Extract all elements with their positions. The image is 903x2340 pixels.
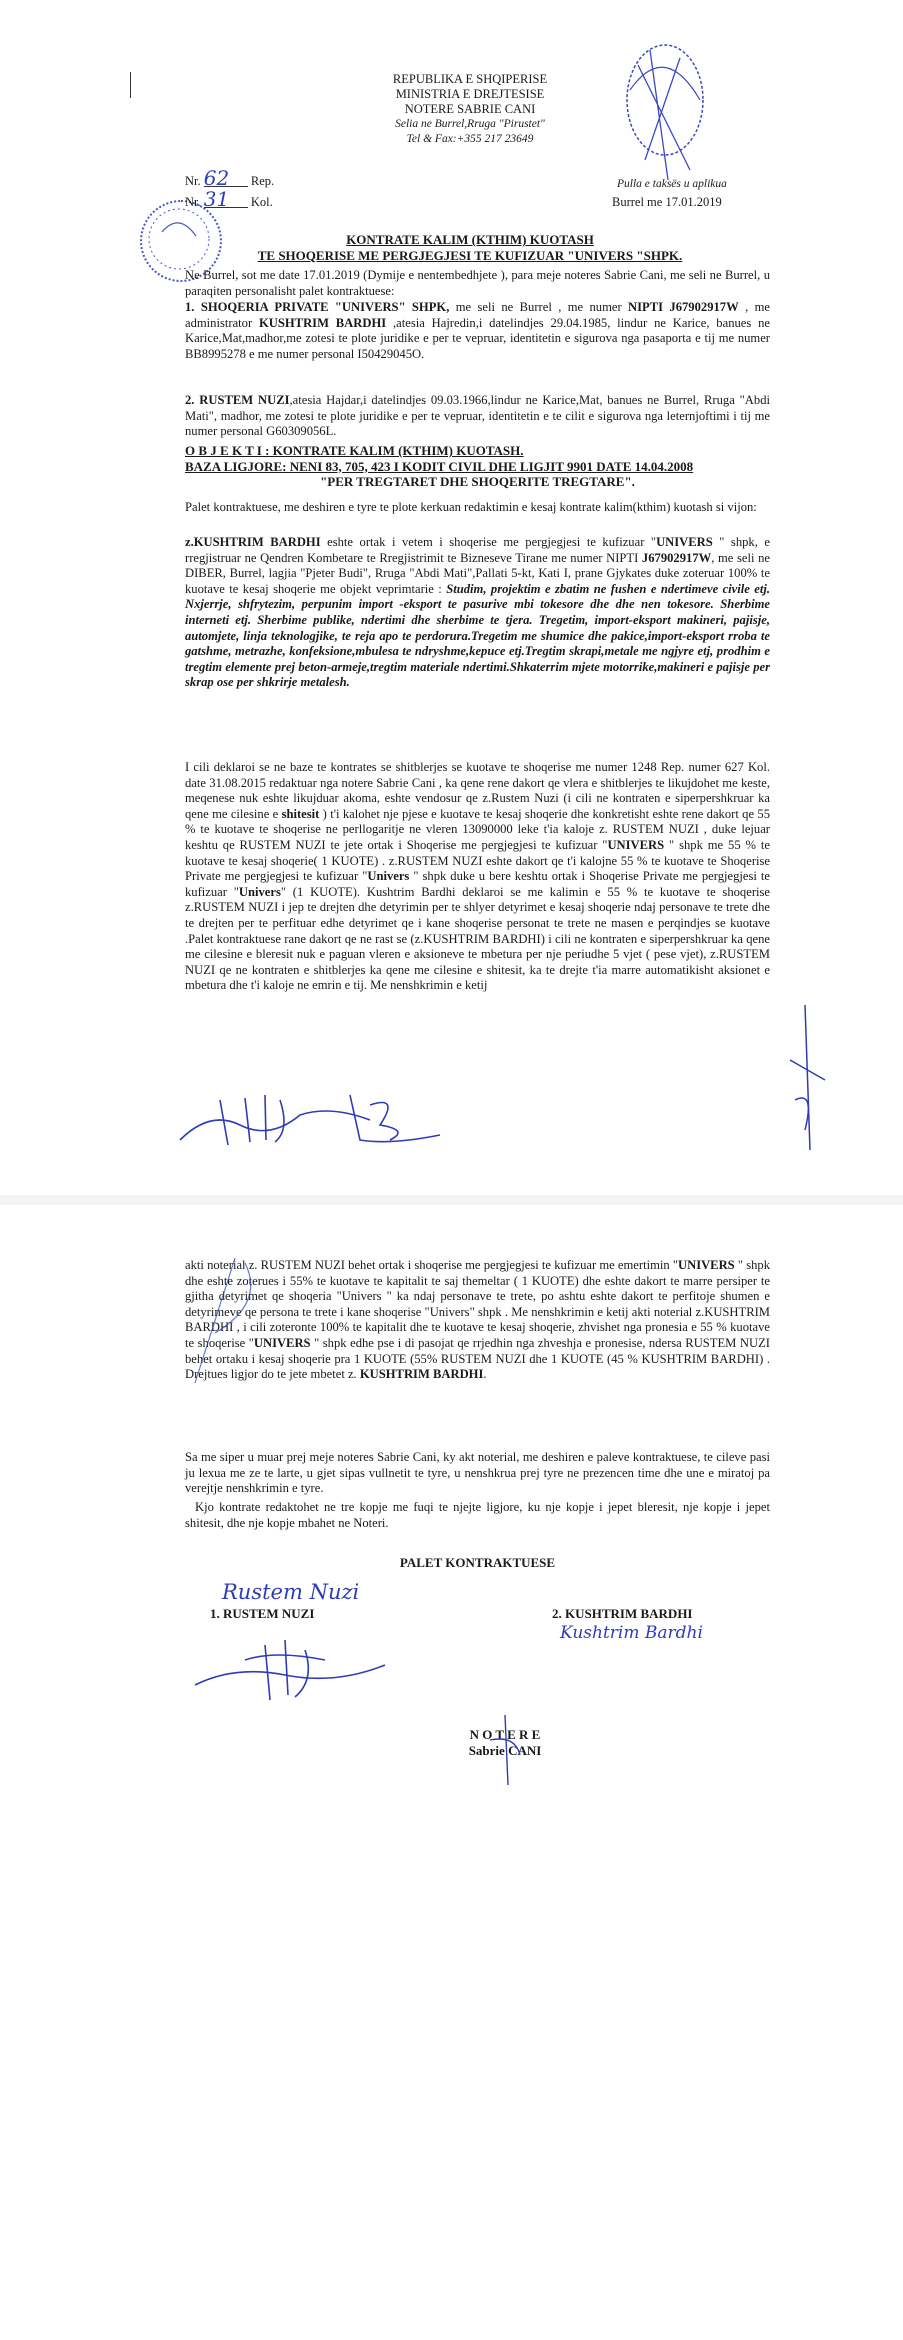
p3-univers-2: UNIVERS [253,1335,311,1350]
stamp-seal-right-icon [610,30,720,200]
rep-label: Rep. [250,174,275,188]
nr-label-1: Nr. [185,174,201,188]
legal-basis-line-2: "PER TREGTARET DHE SHOQERITE TREGTARE". [320,474,635,489]
party-1-nipt: NIPTI J67902917W [628,300,739,314]
stamp-note: Pulla e taksës u aplikua [617,178,727,190]
signatory-1-label: 1. RUSTEM NUZI [210,1606,315,1621]
p1-nipt: J67902917W [641,550,712,565]
p2-t4: " shpk duke u bere keshtu ortak i Shoqerise Private me pergjegjesi te kufizuar " [185,869,770,899]
letterhead [350,72,590,147]
paragraph-copies: Kjo kontrate redaktohet ne tre kopje me fuqi te njejte ligjore, ku nje kopje i jepet bleresit, nje kopje i jepet shitesit, dhe nje kopje mbahet ne Noteri. [185,1500,770,1530]
paragraph-reading: Sa me siper u muar prej meje noteres Sabrie Cani, ky akt noterial, me deshiren e paleve kontraktuese, te cileve pasi ju lexua me ze te larte, u gjet sipas vullnetit te tyre, u nenshkrua prej tyre ne prezencen time dhe une e miratoj pa verejtje nenshkrimin e tyre. [185,1450,770,1496]
letterhead-line-2: MINISTRIA E DREJTESISE [395,87,545,101]
party-1-admin: KUSHTRIM BARDHI [258,315,387,330]
p2-t1: I cili deklaroi se ne baze te kontrates se shitblerjes se kuotave te shoqerise me numer 1248 Rep. numer 627 Kol. date 31.08.2015 redaktuar nga notere Sabrie Cani , ka qene rene dakort qe vlera e shitblerjes te likujdohet me keste, meqenese nuk eshte likujduar akoma, eshte vendosur qe z.Rustem Nuzi (i cili ne kontraten e siperpershkruar ka qene me cilesine e [185,760,770,821]
party-2-details: ,atesia Hajdar,i datelindjes 09.03.1966,lindur ne Karice,Mat, banues ne Burrel, Rruga "Abdi Mati", madhor, me zotesi te plote juridike e per te vepruar, identitetin e te cilit e sigurova nga leternjoftimi i tij me numer personal G60309056L. [185,393,770,439]
notary-label: N O T E R E [469,1727,541,1742]
p3-t4: . [483,1367,487,1382]
p2-t3: " shpk me 55 % te kuotave te kesaj shoqerie( 1 KUOTE) . z.RUSTEM NUZI eshte dakort qe t'i kalojne 55 % te kuotave te Shoqerise Private me pergjegjesi te kufizuar " [185,837,770,884]
signature-page2-margin-icon [175,1253,315,1393]
signature-rustem-icon [185,1625,405,1715]
object-line: O B J E K T I : KONTRATE KALIM (KTHIM) KUOTASH. [185,443,524,458]
p3-kushtrim: KUSHTRIM BARDHI [359,1367,484,1382]
signature-notary-icon [470,1710,540,1790]
document-page-2 [0,1205,903,2340]
p3-t2: " shpk dhe eshte zoterues i 55% te kuotave te kapitalit te saj themeltar ( 1 KUOTE) dhe eshte dakort te marre persiper te gjitha detyrimet qe shoqeria "Univers " ka ndaj personave te trete, po ashtu eshte dakort te perfitoje shumen e detyrimeve qe persona te trete i kane shoqerise "Univers" shpk . Me nenshkrimin e ketij akti noterial z.KUSHTRIM BARDHI , i cili zoteronte 100% te kapitalit dhe te kuotave te kesaj shoqerie, zhvishet nga pronesia e 55 % kuotave te shoqerise " [185,1258,770,1350]
contract-title [180,232,760,264]
p3-t3: " shpk edhe pse i di pasojat qe rrjedhin nga zhveshja e pronesise, ndersa RUSTEM NUZI behet ortaku i kesaj shoqerie pra 1 KUOTE (55% RUSTEM NUZI dhe 1 KUOTE (45 % KUSHTRIM BARDHI) . Drejtues ligjor do te jete mbetet z. [185,1335,770,1382]
kol-label: Kol. [250,195,273,209]
p2-univers-1: UNIVERS [607,837,665,852]
party-2-head: 2. RUSTEM NUZI [185,393,290,407]
kol-number: 31 [204,191,248,208]
paragraph-declaration [185,760,770,994]
handwritten-name-2: Kushtrim Bardhi [560,1623,703,1643]
parties-heading: PALET KONTRAKTUESE [399,1555,556,1570]
p2-shitesit: shitesit [281,806,320,821]
letterhead-phone: Tel & Fax:+355 217 23649 [406,133,534,145]
p2-t2: ) t'i kalohet nje pjese e kuotave te kesaj shoqerie dhe konkretisht eshte rene dakort qe 55 % te kuotave te shoqerise ne perllogaritje ne vleren 13090000 leke t'ia kaloje z. RUSTEM NUZI , duke lejuar keshtu qe RUSTEM NUZI te jete ortak i Shoqerise me pergjegjesi te kufizuar " [185,806,770,852]
signatory-2-label: 2. KUSHTRIM BARDHI [552,1606,693,1621]
contract-title-line-2: TE SHOQERISE ME PERGJEGJESI TE KUFIZUAR "UNIVERS "SHPK. [257,248,683,263]
p1-name: z.KUSHTRIM BARDHI [185,535,321,549]
party-1-rest: , me administrator [185,300,770,330]
letterhead-line-1: REPUBLIKA E SHQIPERISE [392,72,548,86]
party-1-details: ,atesia Hajredin,i datelindjes 29.04.1985, lindur ne Karice, banues ne Karice,Mat,madhor,me zotesi te plote juridike e per te vepruar, identitetin e sigurova nga pasaporta e tij me numer BB8995278 e me numer personal I50429045O. [185,315,770,361]
margin-mark [130,72,139,98]
handwritten-name-1: Rustem Nuzi [222,1580,360,1604]
party-1-paragraph [185,300,770,362]
place-date: Burrel me 17.01.2019 [612,195,722,209]
notary-name: Sabrie CANI [468,1743,542,1758]
nr-label-2: Nr. [185,195,201,209]
p1-univers: UNIVERS [656,535,713,549]
party-1-head: 1. SHOQERIA PRIVATE "UNIVERS" SHPK, [185,300,450,314]
p1-t3: , me seli ne DIBER, Burrel, lagjia "Pjeter Budi", Rruga "Abdi Mati",Pallati 5-kt, Kati I, prane Gjykates duke zoteruar 100% te kuotave te kesaj shoqerie me objekt veprimtarie : [185,550,770,596]
p1-activity: Studim, projektim e zbatim ne fushen e ndertimeve civile etj. Nxjerrje, shfrytezim, perpunim import -eksport te pasurive mbi tokesore dhe dhe nen tokesore. Sherbime interneti etj. Sherbime publike, ndertimi dhe sherbime te tjera. Tregetim, import-eksport makineri, pajisje, automjete, linja teknologjike, te reja apo te perdorura.Tregetim me shumice dhe pakice,import-eksport rroba te gatshme, metrazhe, konfeksione,mbulesa te ndryshme,kepuce etj.Tregtim skrapi,metale me ngjyre etj, prodhim e tregtim elemente prej beton-armeje,tregtim materiale ndertimi.Shkaterrim mjete motorrike,makineri e pajisje per skrap ose per shkrirje metalesh. [185,581,771,690]
register-block [185,166,275,212]
party-2-paragraph [185,393,770,440]
parties-intro-paragraph: Palet kontraktuese, me deshiren e tyre te plote kerkuan redaktimin e kesaj kontrate kalim(kthim) kuotash si vijon: [185,500,757,514]
party-1-mid: me seli ne Burrel , me numer [449,300,629,314]
p2-univers-2: Univers [367,869,410,884]
signature-page1-right-icon [330,1085,470,1155]
letterhead-address: Selia ne Burrel,Rruga "Pirustet" [395,118,545,130]
contract-title-line-1: KONTRATE KALIM (KTHIM) KUOTASH [346,232,594,247]
p2-t5: " (1 KUOTE). Kushtrim Bardhi deklaroi se me kalimin e 55 % te kuotave te shoqerise z.RUSTEM NUZI i jep te drejten dhe detyrimin per te shlyer detyrimet e kesaj shoqerie ndaj personave te trete dhe te drejten per te perfituar edhe detyrimet qe i kane shoqerise personat te trete ne masen e perqindjes se kuotave .Palet kontraktuese rane dakort qe ne rast se (z.KUSHTRIM BARDHI) i cili ne kontraten e siperpershkruar ka qene me cilesine e bleresit nuk e paguan vleren e aksioneve te mbetura per nje periudhe 5 vjet ( pese vjet), z.RUSTEM NUZI qe ne kontraten e shitblerjes ka qene me cilesine e shitesit, ka te drejte t'ia marre automatikisht aksionet e mbetura dhe t'i kaloje ne emrin e tij. Me nenshkrimin e ketij [185,884,771,993]
legal-basis-line: BAZA LIGJORE: NENI 83, 705, 423 I KODIT CIVIL DHE LIGJIT 9901 DATE 14.04.2008 [185,458,694,474]
p3-t1: akti noterial z. RUSTEM NUZI behet ortak i shoqerise me pergjegjesi te kufizuar me emertimin " [185,1258,678,1272]
p2-univers-3: Univers [238,884,281,899]
signature-page1-margin-icon [775,1000,835,1160]
rep-number: 62 [204,170,248,187]
object-block [185,443,770,490]
p3-univers-1: UNIVERS [678,1258,735,1272]
intro-paragraph: Ne Burrel, sot me date 17.01.2019 (Dymije e nentembedhjete ), para meje noteres Sabrie Cani, me seli ne Burrel, u paraqiten personalisht palet kontraktuese: [185,268,770,298]
letterhead-line-3: NOTERE SABRIE CANI [404,102,536,116]
p1-t1: eshte ortak i vetem i shoqerise me pergjegjesi te kufizuar " [320,535,657,549]
paragraph-ortak [185,535,770,691]
p1-t2: " shpk, e rregjistruar ne Qendren Kombetare te Rregjistrimit te Bizneseve Tirane me numer NIPTI [185,535,770,565]
